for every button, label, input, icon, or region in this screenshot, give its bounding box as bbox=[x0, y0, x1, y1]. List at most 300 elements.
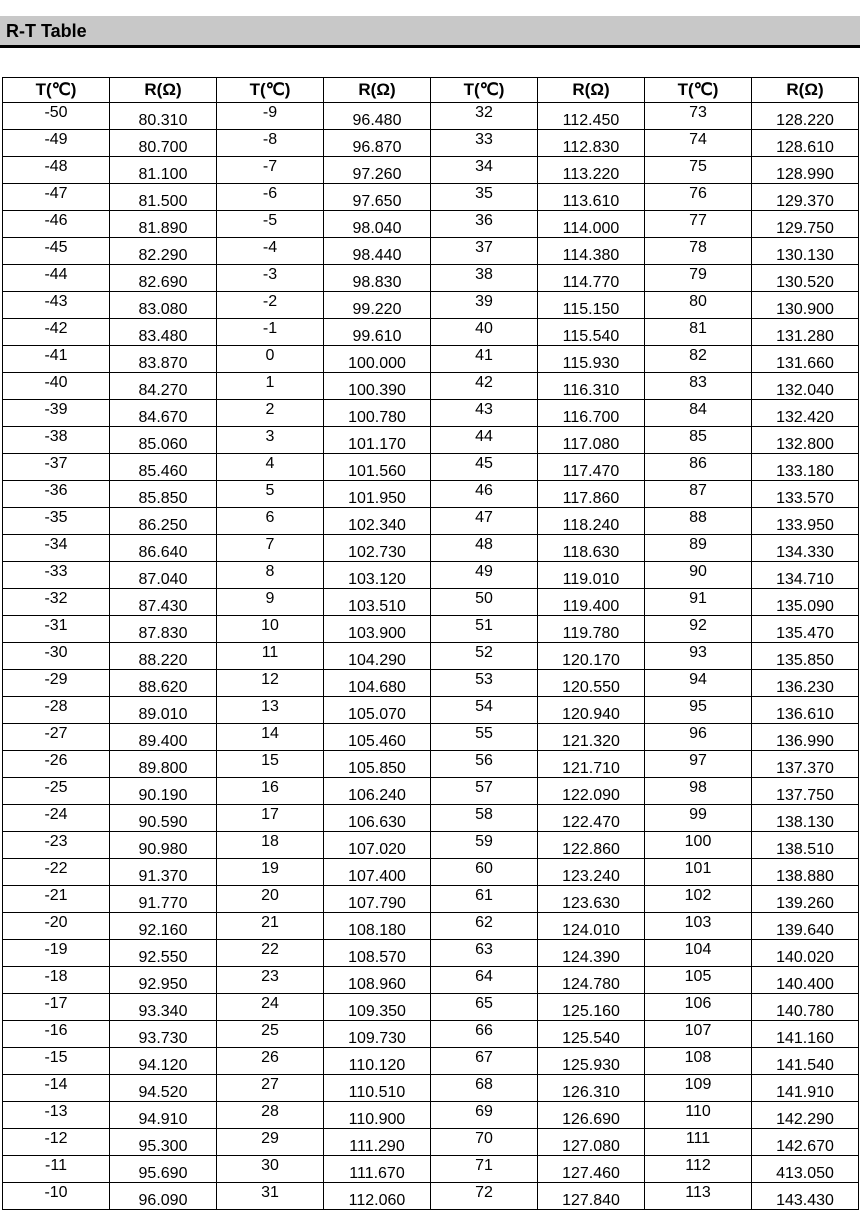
resistance-cell: 116.700 bbox=[538, 400, 645, 427]
table-row bbox=[3, 913, 859, 940]
resistance-cell: 127.840 bbox=[538, 1183, 645, 1210]
resistance-cell: 134.710 bbox=[752, 562, 859, 589]
resistance-cell: 95.690 bbox=[110, 1156, 217, 1183]
resistance-cell: 83.870 bbox=[110, 346, 217, 373]
resistance-cell: 138.880 bbox=[752, 859, 859, 886]
resistance-cell: 85.850 bbox=[110, 481, 217, 508]
temperature-cell: -34 bbox=[3, 535, 110, 562]
temperature-cell: 61 bbox=[431, 886, 538, 913]
temperature-cell: 47 bbox=[431, 508, 538, 535]
resistance-cell: 83.080 bbox=[110, 292, 217, 319]
resistance-cell: 117.080 bbox=[538, 427, 645, 454]
temperature-cell: 58 bbox=[431, 805, 538, 832]
temperature-cell: 23 bbox=[217, 967, 324, 994]
resistance-cell: 90.190 bbox=[110, 778, 217, 805]
temperature-cell: 21 bbox=[217, 913, 324, 940]
temperature-cell: -10 bbox=[3, 1183, 110, 1210]
resistance-cell: 101.560 bbox=[324, 454, 431, 481]
resistance-cell: 130.900 bbox=[752, 292, 859, 319]
temperature-cell: 75 bbox=[645, 157, 752, 184]
temperature-cell: -19 bbox=[3, 940, 110, 967]
table-row bbox=[3, 1102, 859, 1129]
resistance-cell: 122.090 bbox=[538, 778, 645, 805]
resistance-cell: 95.300 bbox=[110, 1129, 217, 1156]
resistance-cell: 109.730 bbox=[324, 1021, 431, 1048]
resistance-cell: 112.830 bbox=[538, 130, 645, 157]
temperature-cell: 53 bbox=[431, 670, 538, 697]
resistance-cell: 90.590 bbox=[110, 805, 217, 832]
temperature-cell: 107 bbox=[645, 1021, 752, 1048]
resistance-cell: 86.250 bbox=[110, 508, 217, 535]
resistance-cell: 93.730 bbox=[110, 1021, 217, 1048]
temperature-cell: -25 bbox=[3, 778, 110, 805]
temperature-cell: -26 bbox=[3, 751, 110, 778]
resistance-cell: 100.390 bbox=[324, 373, 431, 400]
temperature-cell: -46 bbox=[3, 211, 110, 238]
resistance-cell: 96.480 bbox=[324, 103, 431, 130]
temperature-cell: 98 bbox=[645, 778, 752, 805]
temperature-cell: 40 bbox=[431, 319, 538, 346]
resistance-cell: 131.280 bbox=[752, 319, 859, 346]
table-row bbox=[3, 967, 859, 994]
temperature-cell: 60 bbox=[431, 859, 538, 886]
resistance-cell: 126.690 bbox=[538, 1102, 645, 1129]
header-temperature: T(℃) bbox=[3, 78, 110, 103]
resistance-cell: 97.650 bbox=[324, 184, 431, 211]
temperature-cell: -49 bbox=[3, 130, 110, 157]
temperature-cell: 82 bbox=[645, 346, 752, 373]
resistance-cell: 89.010 bbox=[110, 697, 217, 724]
temperature-cell: 87 bbox=[645, 481, 752, 508]
temperature-cell: -22 bbox=[3, 859, 110, 886]
temperature-cell: 38 bbox=[431, 265, 538, 292]
resistance-cell: 82.690 bbox=[110, 265, 217, 292]
resistance-cell: 133.570 bbox=[752, 481, 859, 508]
table-row bbox=[3, 157, 859, 184]
temperature-cell: 101 bbox=[645, 859, 752, 886]
temperature-cell: -45 bbox=[3, 238, 110, 265]
temperature-cell: -7 bbox=[217, 157, 324, 184]
temperature-cell: 49 bbox=[431, 562, 538, 589]
temperature-cell: -20 bbox=[3, 913, 110, 940]
temperature-cell: 102 bbox=[645, 886, 752, 913]
table-row bbox=[3, 643, 859, 670]
resistance-cell: 121.710 bbox=[538, 751, 645, 778]
temperature-cell: 33 bbox=[431, 130, 538, 157]
resistance-cell: 136.610 bbox=[752, 697, 859, 724]
temperature-cell: 0 bbox=[217, 346, 324, 373]
resistance-cell: 140.780 bbox=[752, 994, 859, 1021]
resistance-cell: 113.220 bbox=[538, 157, 645, 184]
table-body bbox=[3, 103, 859, 1210]
resistance-cell: 107.790 bbox=[324, 886, 431, 913]
temperature-cell: -2 bbox=[217, 292, 324, 319]
temperature-cell: 36 bbox=[431, 211, 538, 238]
temperature-cell: 71 bbox=[431, 1156, 538, 1183]
temperature-cell: 69 bbox=[431, 1102, 538, 1129]
temperature-cell: 86 bbox=[645, 454, 752, 481]
resistance-cell: 137.370 bbox=[752, 751, 859, 778]
temperature-cell: 88 bbox=[645, 508, 752, 535]
table-row bbox=[3, 832, 859, 859]
resistance-cell: 83.480 bbox=[110, 319, 217, 346]
resistance-cell: 140.400 bbox=[752, 967, 859, 994]
resistance-cell: 139.640 bbox=[752, 913, 859, 940]
temperature-cell: -35 bbox=[3, 508, 110, 535]
resistance-cell: 91.370 bbox=[110, 859, 217, 886]
temperature-cell: -42 bbox=[3, 319, 110, 346]
temperature-cell: 17 bbox=[217, 805, 324, 832]
resistance-cell: 92.160 bbox=[110, 913, 217, 940]
temperature-cell: 32 bbox=[431, 103, 538, 130]
resistance-cell: 85.060 bbox=[110, 427, 217, 454]
resistance-cell: 98.040 bbox=[324, 211, 431, 238]
temperature-cell: 79 bbox=[645, 265, 752, 292]
resistance-cell: 113.610 bbox=[538, 184, 645, 211]
temperature-cell: -14 bbox=[3, 1075, 110, 1102]
table-row bbox=[3, 1075, 859, 1102]
table-row bbox=[3, 940, 859, 967]
table-row bbox=[3, 130, 859, 157]
temperature-cell: 7 bbox=[217, 535, 324, 562]
temperature-cell: -3 bbox=[217, 265, 324, 292]
table-row bbox=[3, 400, 859, 427]
title-bar bbox=[0, 16, 860, 48]
table-row bbox=[3, 427, 859, 454]
temperature-cell: -23 bbox=[3, 832, 110, 859]
table-row bbox=[3, 994, 859, 1021]
resistance-cell: 84.670 bbox=[110, 400, 217, 427]
resistance-cell: 108.570 bbox=[324, 940, 431, 967]
resistance-cell: 98.440 bbox=[324, 238, 431, 265]
table-row bbox=[3, 1183, 859, 1210]
temperature-cell: 65 bbox=[431, 994, 538, 1021]
resistance-cell: 109.350 bbox=[324, 994, 431, 1021]
resistance-cell: 94.910 bbox=[110, 1102, 217, 1129]
header-resistance: R(Ω) bbox=[538, 78, 645, 103]
resistance-cell: 413.050 bbox=[752, 1156, 859, 1183]
temperature-cell: 24 bbox=[217, 994, 324, 1021]
resistance-cell: 103.900 bbox=[324, 616, 431, 643]
temperature-cell: -8 bbox=[217, 130, 324, 157]
temperature-cell: 52 bbox=[431, 643, 538, 670]
temperature-cell: 26 bbox=[217, 1048, 324, 1075]
table-row bbox=[3, 589, 859, 616]
resistance-cell: 114.770 bbox=[538, 265, 645, 292]
resistance-cell: 111.290 bbox=[324, 1129, 431, 1156]
temperature-cell: 43 bbox=[431, 400, 538, 427]
temperature-cell: 110 bbox=[645, 1102, 752, 1129]
table-row bbox=[3, 103, 859, 130]
resistance-cell: 115.930 bbox=[538, 346, 645, 373]
temperature-cell: -44 bbox=[3, 265, 110, 292]
resistance-cell: 119.780 bbox=[538, 616, 645, 643]
resistance-cell: 105.070 bbox=[324, 697, 431, 724]
temperature-cell: 50 bbox=[431, 589, 538, 616]
temperature-cell: 91 bbox=[645, 589, 752, 616]
resistance-cell: 102.730 bbox=[324, 535, 431, 562]
resistance-cell: 110.900 bbox=[324, 1102, 431, 1129]
resistance-cell: 111.670 bbox=[324, 1156, 431, 1183]
resistance-cell: 131.660 bbox=[752, 346, 859, 373]
resistance-cell: 108.180 bbox=[324, 913, 431, 940]
table-row bbox=[3, 562, 859, 589]
resistance-cell: 119.400 bbox=[538, 589, 645, 616]
temperature-cell: -31 bbox=[3, 616, 110, 643]
resistance-cell: 135.850 bbox=[752, 643, 859, 670]
resistance-cell: 124.010 bbox=[538, 913, 645, 940]
temperature-cell: 68 bbox=[431, 1075, 538, 1102]
temperature-cell: 103 bbox=[645, 913, 752, 940]
table-row bbox=[3, 697, 859, 724]
resistance-cell: 88.220 bbox=[110, 643, 217, 670]
resistance-cell: 110.510 bbox=[324, 1075, 431, 1102]
temperature-cell: 95 bbox=[645, 697, 752, 724]
temperature-cell: 25 bbox=[217, 1021, 324, 1048]
temperature-cell: -11 bbox=[3, 1156, 110, 1183]
table-row bbox=[3, 346, 859, 373]
resistance-cell: 107.020 bbox=[324, 832, 431, 859]
resistance-cell: 114.000 bbox=[538, 211, 645, 238]
temperature-cell: 89 bbox=[645, 535, 752, 562]
temperature-cell: -12 bbox=[3, 1129, 110, 1156]
temperature-cell: -50 bbox=[3, 103, 110, 130]
resistance-cell: 89.800 bbox=[110, 751, 217, 778]
temperature-cell: 2 bbox=[217, 400, 324, 427]
resistance-cell: 80.700 bbox=[110, 130, 217, 157]
temperature-cell: 8 bbox=[217, 562, 324, 589]
temperature-cell: 18 bbox=[217, 832, 324, 859]
temperature-cell: 111 bbox=[645, 1129, 752, 1156]
temperature-cell: 22 bbox=[217, 940, 324, 967]
temperature-cell: -33 bbox=[3, 562, 110, 589]
temperature-cell: 48 bbox=[431, 535, 538, 562]
temperature-cell: 30 bbox=[217, 1156, 324, 1183]
resistance-cell: 87.830 bbox=[110, 616, 217, 643]
resistance-cell: 106.630 bbox=[324, 805, 431, 832]
rt-table bbox=[2, 77, 859, 1210]
temperature-cell: 39 bbox=[431, 292, 538, 319]
resistance-cell: 119.010 bbox=[538, 562, 645, 589]
resistance-cell: 92.950 bbox=[110, 967, 217, 994]
resistance-cell: 124.780 bbox=[538, 967, 645, 994]
header-resistance: R(Ω) bbox=[324, 78, 431, 103]
resistance-cell: 126.310 bbox=[538, 1075, 645, 1102]
resistance-cell: 108.960 bbox=[324, 967, 431, 994]
table-row bbox=[3, 886, 859, 913]
header-temperature: T(℃) bbox=[217, 78, 324, 103]
resistance-cell: 118.240 bbox=[538, 508, 645, 535]
resistance-cell: 104.290 bbox=[324, 643, 431, 670]
resistance-cell: 115.540 bbox=[538, 319, 645, 346]
temperature-cell: -41 bbox=[3, 346, 110, 373]
temperature-cell: 9 bbox=[217, 589, 324, 616]
resistance-cell: 135.470 bbox=[752, 616, 859, 643]
temperature-cell: 97 bbox=[645, 751, 752, 778]
temperature-cell: 76 bbox=[645, 184, 752, 211]
table-row bbox=[3, 859, 859, 886]
temperature-cell: -48 bbox=[3, 157, 110, 184]
header-temperature: T(℃) bbox=[645, 78, 752, 103]
temperature-cell: -40 bbox=[3, 373, 110, 400]
resistance-cell: 104.680 bbox=[324, 670, 431, 697]
temperature-cell: 56 bbox=[431, 751, 538, 778]
temperature-cell: 77 bbox=[645, 211, 752, 238]
resistance-cell: 96.090 bbox=[110, 1183, 217, 1210]
resistance-cell: 94.520 bbox=[110, 1075, 217, 1102]
temperature-cell: -24 bbox=[3, 805, 110, 832]
resistance-cell: 99.220 bbox=[324, 292, 431, 319]
resistance-cell: 133.180 bbox=[752, 454, 859, 481]
temperature-cell: 11 bbox=[217, 643, 324, 670]
resistance-cell: 139.260 bbox=[752, 886, 859, 913]
temperature-cell: 20 bbox=[217, 886, 324, 913]
temperature-cell: 34 bbox=[431, 157, 538, 184]
temperature-cell: 45 bbox=[431, 454, 538, 481]
resistance-cell: 128.610 bbox=[752, 130, 859, 157]
temperature-cell: 59 bbox=[431, 832, 538, 859]
temperature-cell: -5 bbox=[217, 211, 324, 238]
resistance-cell: 117.470 bbox=[538, 454, 645, 481]
temperature-cell: 112 bbox=[645, 1156, 752, 1183]
resistance-cell: 130.520 bbox=[752, 265, 859, 292]
table-row bbox=[3, 319, 859, 346]
resistance-cell: 123.630 bbox=[538, 886, 645, 913]
temperature-cell: 28 bbox=[217, 1102, 324, 1129]
resistance-cell: 134.330 bbox=[752, 535, 859, 562]
resistance-cell: 114.380 bbox=[538, 238, 645, 265]
resistance-cell: 80.310 bbox=[110, 103, 217, 130]
temperature-cell: 73 bbox=[645, 103, 752, 130]
temperature-cell: 78 bbox=[645, 238, 752, 265]
resistance-cell: 82.290 bbox=[110, 238, 217, 265]
resistance-cell: 122.860 bbox=[538, 832, 645, 859]
resistance-cell: 124.390 bbox=[538, 940, 645, 967]
temperature-cell: -37 bbox=[3, 454, 110, 481]
table-row bbox=[3, 1156, 859, 1183]
resistance-cell: 93.340 bbox=[110, 994, 217, 1021]
header-temperature: T(℃) bbox=[431, 78, 538, 103]
temperature-cell: -17 bbox=[3, 994, 110, 1021]
resistance-cell: 99.610 bbox=[324, 319, 431, 346]
resistance-cell: 132.420 bbox=[752, 400, 859, 427]
resistance-cell: 143.430 bbox=[752, 1183, 859, 1210]
table-row bbox=[3, 724, 859, 751]
temperature-cell: 16 bbox=[217, 778, 324, 805]
temperature-cell: 37 bbox=[431, 238, 538, 265]
temperature-cell: 55 bbox=[431, 724, 538, 751]
temperature-cell: 51 bbox=[431, 616, 538, 643]
temperature-cell: 80 bbox=[645, 292, 752, 319]
resistance-cell: 135.090 bbox=[752, 589, 859, 616]
resistance-cell: 100.780 bbox=[324, 400, 431, 427]
resistance-cell: 128.990 bbox=[752, 157, 859, 184]
temperature-cell: 104 bbox=[645, 940, 752, 967]
table-row bbox=[3, 265, 859, 292]
temperature-cell: 5 bbox=[217, 481, 324, 508]
table-row bbox=[3, 238, 859, 265]
resistance-cell: 142.290 bbox=[752, 1102, 859, 1129]
resistance-cell: 132.040 bbox=[752, 373, 859, 400]
temperature-cell: 92 bbox=[645, 616, 752, 643]
temperature-cell: 67 bbox=[431, 1048, 538, 1075]
resistance-cell: 120.940 bbox=[538, 697, 645, 724]
resistance-cell: 141.910 bbox=[752, 1075, 859, 1102]
table-row bbox=[3, 454, 859, 481]
resistance-cell: 138.510 bbox=[752, 832, 859, 859]
temperature-cell: -32 bbox=[3, 589, 110, 616]
temperature-cell: 14 bbox=[217, 724, 324, 751]
temperature-cell: 27 bbox=[217, 1075, 324, 1102]
temperature-cell: 100 bbox=[645, 832, 752, 859]
temperature-cell: 70 bbox=[431, 1129, 538, 1156]
temperature-cell: 4 bbox=[217, 454, 324, 481]
resistance-cell: 101.170 bbox=[324, 427, 431, 454]
resistance-cell: 88.620 bbox=[110, 670, 217, 697]
resistance-cell: 97.260 bbox=[324, 157, 431, 184]
table-row bbox=[3, 1129, 859, 1156]
resistance-cell: 125.160 bbox=[538, 994, 645, 1021]
resistance-cell: 128.220 bbox=[752, 103, 859, 130]
temperature-cell: 42 bbox=[431, 373, 538, 400]
temperature-cell: 1 bbox=[217, 373, 324, 400]
temperature-cell: 29 bbox=[217, 1129, 324, 1156]
resistance-cell: 112.450 bbox=[538, 103, 645, 130]
temperature-cell: 12 bbox=[217, 670, 324, 697]
temperature-cell: -47 bbox=[3, 184, 110, 211]
temperature-cell: 108 bbox=[645, 1048, 752, 1075]
temperature-cell: 109 bbox=[645, 1075, 752, 1102]
resistance-cell: 85.460 bbox=[110, 454, 217, 481]
resistance-cell: 96.870 bbox=[324, 130, 431, 157]
temperature-cell: 46 bbox=[431, 481, 538, 508]
resistance-cell: 84.270 bbox=[110, 373, 217, 400]
temperature-cell: 35 bbox=[431, 184, 538, 211]
resistance-cell: 122.470 bbox=[538, 805, 645, 832]
temperature-cell: 90 bbox=[645, 562, 752, 589]
temperature-cell: 99 bbox=[645, 805, 752, 832]
table-row bbox=[3, 1048, 859, 1075]
temperature-cell: 13 bbox=[217, 697, 324, 724]
temperature-cell: -16 bbox=[3, 1021, 110, 1048]
resistance-cell: 137.750 bbox=[752, 778, 859, 805]
temperature-cell: -36 bbox=[3, 481, 110, 508]
resistance-cell: 141.160 bbox=[752, 1021, 859, 1048]
resistance-cell: 110.120 bbox=[324, 1048, 431, 1075]
resistance-cell: 125.930 bbox=[538, 1048, 645, 1075]
header-row bbox=[3, 78, 859, 103]
temperature-cell: 74 bbox=[645, 130, 752, 157]
resistance-cell: 132.800 bbox=[752, 427, 859, 454]
table-row bbox=[3, 778, 859, 805]
header-resistance: R(Ω) bbox=[752, 78, 859, 103]
temperature-cell: 63 bbox=[431, 940, 538, 967]
temperature-cell: 15 bbox=[217, 751, 324, 778]
resistance-cell: 92.550 bbox=[110, 940, 217, 967]
temperature-cell: 64 bbox=[431, 967, 538, 994]
resistance-cell: 89.400 bbox=[110, 724, 217, 751]
temperature-cell: -4 bbox=[217, 238, 324, 265]
resistance-cell: 81.890 bbox=[110, 211, 217, 238]
temperature-cell: -29 bbox=[3, 670, 110, 697]
resistance-cell: 121.320 bbox=[538, 724, 645, 751]
table-row bbox=[3, 211, 859, 238]
temperature-cell: 96 bbox=[645, 724, 752, 751]
temperature-cell: 93 bbox=[645, 643, 752, 670]
resistance-cell: 105.460 bbox=[324, 724, 431, 751]
resistance-cell: 141.540 bbox=[752, 1048, 859, 1075]
temperature-cell: -43 bbox=[3, 292, 110, 319]
